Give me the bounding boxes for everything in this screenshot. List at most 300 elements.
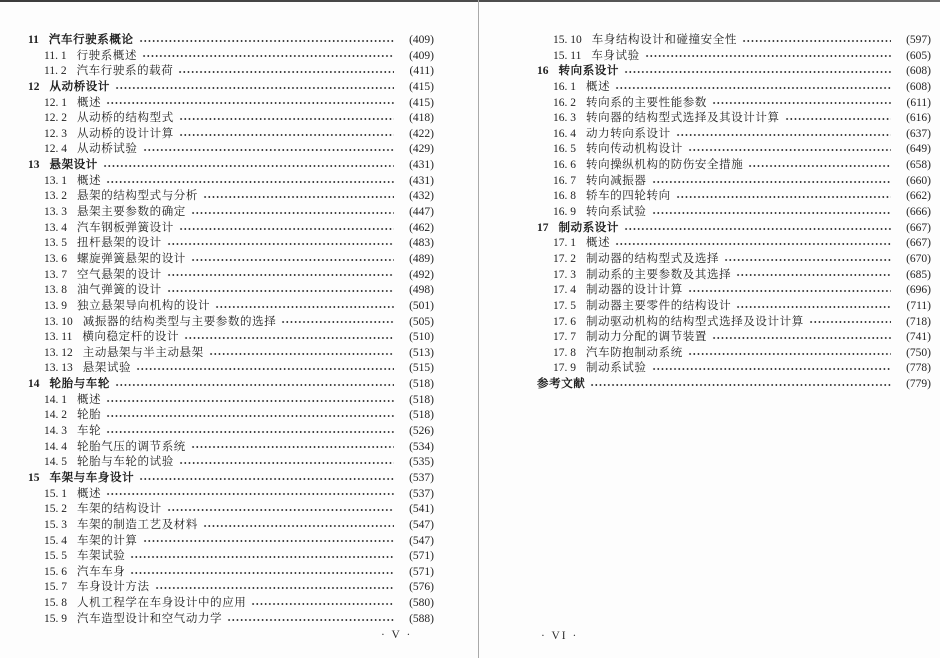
toc-entry-page: (518): [409, 409, 434, 422]
leader-dots: [209, 350, 394, 358]
toc-entry-number: 15. 8: [44, 597, 67, 610]
leader-dots: [624, 68, 891, 76]
toc-entry-title: 悬架试验: [82, 362, 132, 375]
leader-dots: [179, 131, 394, 139]
toc-entry-page: (418): [409, 112, 434, 125]
toc-entry-number: 14: [28, 378, 40, 391]
toc-row: [537, 268, 931, 284]
toc-entry-title: 油气弹簧的设计: [77, 284, 162, 297]
toc-row: [28, 252, 434, 268]
toc-row: [28, 440, 434, 456]
toc-row: [537, 315, 931, 331]
leader-dots: [191, 443, 394, 451]
toc-entry-page: (447): [409, 206, 434, 219]
leader-dots: [203, 522, 394, 530]
toc-entry-title: 转向器的结构型式选择及其设计计算: [586, 112, 780, 125]
toc-entry-title: 转向系试验: [586, 206, 647, 219]
leader-dots: [142, 52, 394, 60]
toc-entry-number: 15. 10: [553, 34, 582, 46]
toc-entry-number: 12. 2: [44, 112, 67, 125]
leader-dots: [106, 490, 394, 498]
toc-entry-number: 12. 3: [44, 127, 67, 140]
toc-row: [28, 205, 434, 221]
toc-entry-page: (588): [409, 612, 434, 625]
toc-entry-number: 13. 7: [44, 268, 67, 281]
toc-entry-number: 14. 3: [44, 425, 67, 438]
toc-entry-page: (670): [906, 252, 931, 265]
toc-entry-page: (718): [906, 315, 931, 328]
scan-top-edge: [0, 0, 940, 2]
leader-dots: [184, 334, 394, 342]
toc-entry-number: 14. 4: [44, 440, 67, 453]
toc-entry-page: (547): [409, 518, 434, 531]
leader-dots: [736, 271, 891, 279]
toc-row: [28, 580, 434, 596]
leader-dots: [652, 178, 892, 186]
toc-row: [28, 549, 434, 565]
toc-entry-number: 13. 8: [44, 284, 67, 297]
toc-entry-page: (605): [906, 49, 931, 62]
leader-dots: [115, 84, 394, 92]
toc-entry-title: 制动系设计: [558, 221, 619, 234]
toc-entry-number: 16. 1: [553, 80, 576, 93]
toc-entry-page: (422): [409, 127, 434, 140]
leader-dots: [106, 397, 394, 405]
toc-entry-title: 悬架的结构型式与分析: [77, 190, 198, 203]
toc-row: [28, 596, 434, 612]
toc-entry-page: (510): [409, 331, 434, 344]
toc-row: [28, 534, 434, 550]
toc-entry-title: 车架试验: [77, 550, 126, 563]
toc-entry-page: (778): [906, 362, 931, 375]
toc-entry-number: 17. 2: [553, 252, 576, 265]
leader-dots: [227, 616, 394, 624]
toc-entry-title: 制动器的设计计算: [586, 284, 683, 297]
toc-entry-page: (534): [409, 440, 434, 453]
toc-row: [537, 111, 931, 127]
toc-entry-number: 16. 2: [553, 96, 576, 109]
toc-entry-page: (666): [906, 206, 931, 219]
toc-entry-number: 16. 3: [553, 112, 576, 125]
toc-entry-page: (462): [409, 221, 434, 234]
toc-row: [28, 361, 434, 377]
toc-entry-title: 车架的结构设计: [77, 503, 162, 516]
leader-dots: [167, 287, 394, 295]
toc-entry-number: 11: [28, 34, 39, 46]
toc-entry-title: 动力转向系设计: [586, 127, 671, 140]
toc-entry-title: 汽车防抱制动系统: [586, 346, 683, 359]
toc-entry-page: (483): [409, 237, 434, 250]
toc-entry-page: (779): [906, 378, 931, 391]
toc-entry-title: 转向系设计: [558, 65, 619, 78]
toc-entry-page: (649): [906, 143, 931, 156]
toc-row: [28, 33, 434, 49]
toc-entry-page: (501): [409, 299, 434, 312]
leader-dots: [281, 318, 394, 326]
toc-entry-title: 车架与车身设计: [49, 471, 135, 484]
toc-entry-number: 13. 5: [44, 237, 67, 250]
toc-entry-title: 概述: [77, 487, 102, 500]
toc-entry-page: (608): [906, 65, 931, 78]
toc-entry-page: (571): [409, 550, 434, 563]
toc-entry-title: 轮胎与车轮: [49, 378, 110, 391]
toc-entry-page: (498): [409, 284, 434, 297]
leader-dots: [615, 84, 891, 92]
toc-entry-title: 转向减振器: [586, 174, 647, 187]
leader-dots: [179, 225, 394, 233]
toc-entry-title: 概述: [586, 237, 611, 250]
toc-row: [537, 80, 931, 96]
toc-row: [28, 268, 434, 284]
toc-entry-number: 17. 6: [553, 315, 576, 328]
toc-entry-page: (597): [906, 34, 931, 46]
toc-entry-number: 13. 3: [44, 206, 67, 219]
toc-entry-title: 减振器的结构类型与主要参数的选择: [82, 315, 277, 328]
toc-entry-title: 概述: [77, 96, 102, 109]
toc-row: [537, 221, 931, 237]
toc-entry-number: 16. 9: [553, 206, 576, 219]
toc-entry-page: (537): [409, 487, 434, 500]
toc-entry-number: 13. 4: [44, 221, 67, 234]
toc-entry-number: 14. 2: [44, 409, 67, 422]
toc-row: [537, 142, 931, 158]
toc-entry-page: (513): [409, 346, 434, 359]
toc-entry-number: 16. 7: [553, 174, 576, 187]
toc-entry-title: 悬架主要参数的确定: [77, 206, 186, 219]
toc-entry-number: 13. 1: [44, 174, 67, 187]
toc-entry-page: (431): [409, 159, 434, 172]
toc-entry-page: (431): [409, 174, 434, 187]
toc-entry-number: 14. 1: [44, 393, 67, 406]
toc-entry-page: (409): [409, 49, 434, 62]
toc-entry-page: (409): [409, 34, 434, 46]
toc-row: [537, 361, 931, 377]
toc-entry-number: 13. 13: [44, 362, 73, 375]
toc-row: [537, 127, 931, 143]
toc-entry-page: (515): [409, 362, 434, 375]
toc-entry-page: (537): [409, 471, 434, 484]
toc-entry-title: 从动桥的设计计算: [77, 127, 174, 140]
toc-entry-number: 17. 1: [553, 237, 576, 250]
toc-row: [28, 455, 434, 471]
leader-dots: [167, 506, 394, 514]
toc-row: [28, 189, 434, 205]
toc-entry-number: 16. 6: [553, 159, 576, 172]
toc-row: [28, 221, 434, 237]
toc-column-left: [28, 33, 434, 627]
toc-entry-title: 概述: [586, 80, 611, 93]
toc-row: [28, 299, 434, 315]
toc-entry-title: 制动器主要零件的结构设计: [586, 299, 732, 312]
toc-entry-number: 11. 2: [44, 65, 67, 78]
toc-entry-page: (667): [906, 237, 931, 250]
toc-entry-title: 概述: [77, 174, 102, 187]
leader-dots: [712, 334, 891, 342]
toc-row: [537, 158, 931, 174]
leader-dots: [742, 37, 891, 45]
leader-dots: [191, 256, 394, 264]
toc-entry-number: 12. 4: [44, 143, 67, 156]
page-gutter-divider: [478, 0, 479, 658]
toc-row: [537, 283, 931, 299]
toc-entry-title: 制动驱动机构的结构型式选择及设计计算: [586, 315, 804, 328]
leader-dots: [179, 459, 394, 467]
toc-row: [28, 424, 434, 440]
toc-row: [537, 252, 931, 268]
toc-entry-page: (608): [906, 80, 931, 93]
toc-entry-number: 16. 8: [553, 190, 576, 203]
toc-row: [28, 487, 434, 503]
leader-dots: [106, 412, 394, 420]
toc-entry-page: (415): [409, 96, 434, 109]
leader-dots: [103, 162, 394, 170]
leader-dots: [590, 381, 891, 389]
toc-entry-title: 汽车行驶系概论: [48, 34, 134, 46]
toc-entry-number: 15: [28, 471, 40, 484]
toc-entry-title: 扭杆悬架的设计: [77, 237, 162, 250]
toc-entry-page: (711): [906, 299, 931, 312]
toc-entry-number: 13. 12: [44, 346, 73, 359]
toc-row: [28, 502, 434, 518]
toc-entry-page: (611): [906, 96, 931, 109]
toc-entry-number: 13. 10: [44, 315, 73, 328]
leader-dots: [688, 350, 891, 358]
leader-dots: [785, 115, 891, 123]
toc-row: [537, 33, 931, 49]
toc-entry-number: 15. 3: [44, 518, 67, 531]
leader-dots: [167, 240, 394, 248]
toc-entry-page: (662): [906, 190, 931, 203]
toc-entry-title: 概述: [77, 393, 102, 406]
leader-dots: [652, 365, 892, 373]
toc-row: [28, 158, 434, 174]
toc-entry-page: (432): [409, 190, 434, 203]
toc-entry-title: 行驶系概述: [76, 49, 138, 62]
toc-entry-title: 轮胎与车轮的试验: [77, 456, 174, 469]
toc-row: [28, 236, 434, 252]
toc-entry-title: 空气悬架的设计: [77, 268, 162, 281]
toc-entry-number: 12: [28, 80, 40, 93]
toc-entry-page: (547): [409, 534, 434, 547]
leader-dots: [130, 553, 394, 561]
toc-row: [28, 330, 434, 346]
toc-entry-number: 16. 4: [553, 127, 576, 140]
toc-entry-title: 车轮: [77, 425, 102, 438]
toc-entry-title: 螺旋弹簧悬架的设计: [77, 252, 186, 265]
toc-entry-title: 从动桥设计: [49, 80, 110, 93]
toc-entry-page: (658): [906, 159, 931, 172]
toc-row: [28, 283, 434, 299]
leader-dots: [167, 271, 394, 279]
toc-row: [537, 64, 931, 80]
toc-row: [28, 142, 434, 158]
toc-entry-number: 13. 9: [44, 299, 67, 312]
toc-entry-title: 车身结构设计和碰撞安全性: [591, 34, 737, 46]
leader-dots: [624, 225, 891, 233]
leader-dots: [676, 131, 891, 139]
toc-entry-page: (429): [409, 143, 434, 156]
toc-entry-page: (415): [409, 80, 434, 93]
leader-dots: [143, 537, 395, 545]
toc-row: [537, 96, 931, 112]
toc-entry-title: 从动桥试验: [77, 143, 138, 156]
toc-entry-number: 15. 9: [44, 612, 67, 625]
toc-entry-page: (571): [409, 565, 434, 578]
toc-entry-title: 轮胎: [77, 409, 102, 422]
toc-row: [537, 205, 931, 221]
toc-row: [28, 346, 434, 362]
leader-dots: [676, 193, 891, 201]
toc-entry-title: 转向传动机构设计: [586, 143, 683, 156]
toc-entry-page: (616): [906, 112, 931, 125]
toc-entry-page: (492): [409, 268, 434, 281]
toc-entry-title: 制动系试验: [586, 362, 647, 375]
toc-entry-title: 制动器的结构型式及选择: [586, 252, 720, 265]
leader-dots: [736, 303, 891, 311]
toc-row: [28, 64, 434, 80]
toc-entry-title: 人机工程学在车身设计中的应用: [77, 597, 247, 610]
toc-entry-title: 车架的计算: [77, 534, 138, 547]
toc-entry-page: (637): [906, 127, 931, 140]
toc-entry-page: (505): [409, 315, 434, 328]
toc-entry-page: (580): [409, 597, 434, 610]
leader-dots: [143, 146, 395, 154]
leader-dots: [106, 178, 394, 186]
toc-entry-number: 14. 5: [44, 456, 67, 469]
toc-entry-title: 转向操纵机构的防伤安全措施: [586, 159, 744, 172]
leader-dots: [139, 37, 394, 45]
toc-row: [28, 471, 434, 487]
toc-entry-title: 汽车钢板弹簧设计: [77, 221, 174, 234]
toc-entry-page: (750): [906, 346, 931, 359]
toc-entry-title: 制动力分配的调节装置: [586, 331, 707, 344]
toc-entry-title: 横向稳定杆的设计: [82, 331, 180, 344]
leader-dots: [688, 146, 891, 154]
toc-entry-title: 悬架设计: [49, 159, 98, 172]
leader-dots: [724, 256, 891, 264]
toc-entry-title: 转向系的主要性能参数: [586, 96, 707, 109]
leader-dots: [748, 162, 891, 170]
toc-row: [28, 127, 434, 143]
toc-row: [28, 315, 434, 331]
leader-dots: [251, 600, 394, 608]
toc-entry-page: (696): [906, 284, 931, 297]
toc-entry-number: 13. 6: [44, 252, 67, 265]
toc-entry-title: 汽车车身: [77, 565, 126, 578]
toc-entry-title: 从动桥的结构型式: [77, 112, 174, 125]
toc-entry-title: 车身设计方法: [77, 581, 150, 594]
toc-entry-page: (535): [409, 456, 434, 469]
toc-entry-page: (660): [906, 174, 931, 187]
toc-row: [28, 96, 434, 112]
toc-entry-title: 参考文献: [537, 378, 586, 391]
toc-entry-page: (489): [409, 252, 434, 265]
toc-entry-page: (685): [906, 268, 931, 281]
toc-entry-number: 15. 11: [553, 49, 582, 62]
toc-entry-page: (576): [409, 581, 434, 594]
toc-entry-title: 车架的制造工艺及材料: [77, 518, 198, 531]
toc-row: [28, 518, 434, 534]
toc-row: [537, 49, 931, 65]
toc-row: [28, 393, 434, 409]
toc-row: [537, 377, 931, 393]
toc-entry-title: 独立悬架导向机构的设计: [77, 299, 211, 312]
toc-entry-page: (518): [409, 378, 434, 391]
leader-dots: [155, 584, 394, 592]
page-number-left: · V ·: [381, 629, 413, 641]
leader-dots: [130, 569, 394, 577]
toc-entry-page: (541): [409, 503, 434, 516]
leader-dots: [712, 99, 891, 107]
toc-entry-number: 15. 4: [44, 534, 67, 547]
toc-entry-number: 15. 2: [44, 503, 67, 516]
toc-entry-page: (667): [906, 221, 931, 234]
toc-entry-number: 12. 1: [44, 96, 67, 109]
toc-entry-page: (518): [409, 393, 434, 406]
toc-row: [28, 80, 434, 96]
toc-entry-number: 16: [537, 65, 549, 78]
toc-entry-number: 17. 3: [553, 268, 576, 281]
toc-entry-number: 17: [537, 221, 549, 234]
leader-dots: [203, 193, 394, 201]
leader-dots: [191, 209, 394, 217]
page-number-right: · VI ·: [541, 630, 579, 642]
toc-row: [537, 346, 931, 362]
leader-dots: [115, 381, 394, 389]
leader-dots: [215, 303, 394, 311]
leader-dots: [106, 99, 394, 107]
toc-entry-title: 主动悬架与半主动悬架: [82, 346, 204, 359]
leader-dots: [106, 428, 394, 436]
toc-entry-number: 15. 6: [44, 565, 67, 578]
toc-entry-number: 13. 2: [44, 190, 67, 203]
toc-entry-number: 15. 1: [44, 487, 67, 500]
toc-row: [537, 174, 931, 190]
toc-row: [537, 236, 931, 252]
toc-column-right: [537, 33, 931, 393]
toc-entry-page: (741): [906, 331, 931, 344]
toc-entry-number: 13. 11: [44, 331, 73, 344]
toc-row: [28, 111, 434, 127]
toc-entry-page: (411): [409, 65, 434, 78]
toc-entry-number: 13: [28, 159, 40, 172]
toc-entry-number: 17. 9: [553, 362, 576, 375]
toc-entry-title: 车身试验: [591, 49, 640, 62]
toc-row: [28, 612, 434, 628]
toc-entry-number: 11. 1: [44, 49, 67, 62]
leader-dots: [615, 240, 891, 248]
toc-entry-number: 17. 4: [553, 284, 576, 297]
leader-dots: [652, 209, 892, 217]
toc-row: [28, 565, 434, 581]
leader-dots: [688, 287, 891, 295]
toc-entry-number: 17. 5: [553, 299, 576, 312]
toc-row: [28, 174, 434, 190]
toc-row: [537, 189, 931, 205]
toc-entry-title: 汽车造型设计和空气动力学: [77, 612, 223, 625]
toc-entry-number: 17. 7: [553, 331, 576, 344]
toc-row: [537, 330, 931, 346]
leader-dots: [179, 115, 394, 123]
toc-row: [28, 408, 434, 424]
leader-dots: [809, 318, 891, 326]
leader-dots: [645, 52, 891, 60]
toc-entry-title: 轿车的四轮转向: [586, 190, 671, 203]
toc-entry-title: 制动系的主要参数及其选择: [586, 268, 732, 281]
toc-entry-title: 轮胎气压的调节系统: [77, 440, 186, 453]
toc-row: [537, 299, 931, 315]
toc-entry-page: (526): [409, 425, 434, 438]
